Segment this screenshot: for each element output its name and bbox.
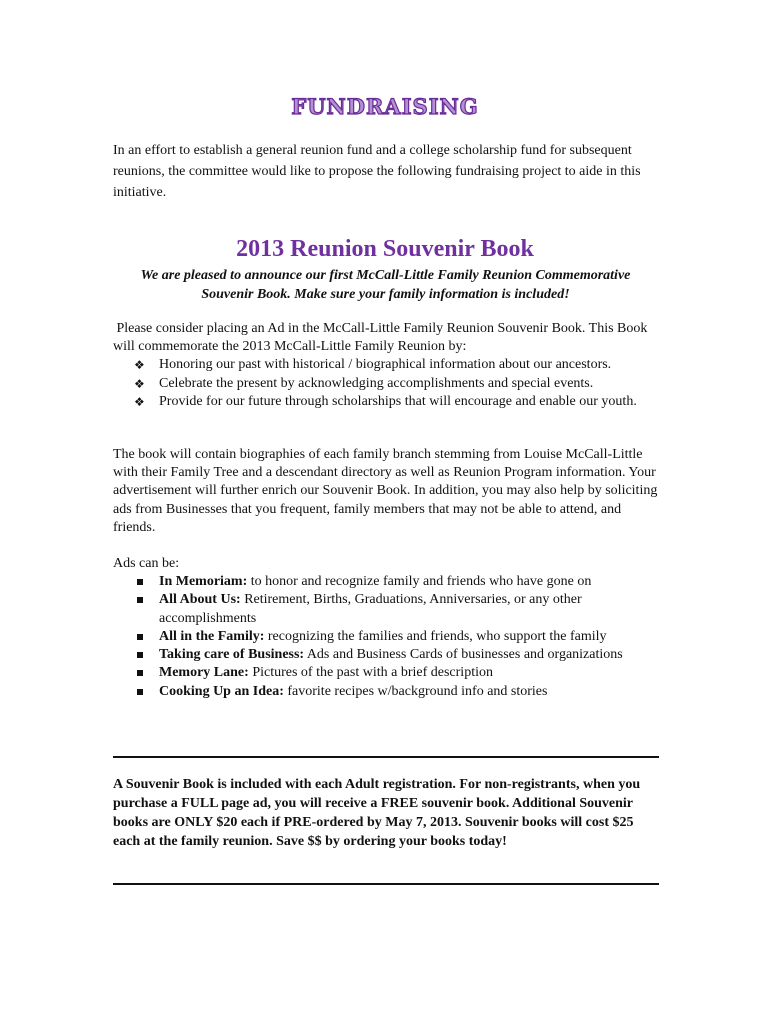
list-item: [113, 628, 661, 646]
ad-type-desc: Pictures of the past with a brief description: [248, 665, 493, 681]
list-item-text: Celebrate the present by acknowledging accomplishments and special events.: [159, 375, 594, 391]
list-item: [113, 683, 661, 701]
consider-paragraph: Please consider placing an Ad in the McCall-Little Family Reunion Souvenir Book. This Book will commemorate the 2013 McCall-Little Family Reunion by:: [113, 321, 651, 354]
list-item-text: Honoring our past with historical / biographical information about our ancestors.: [159, 357, 612, 372]
ad-type-desc: to honor and recognize family and friends who have gone on: [247, 574, 592, 589]
ad-type-desc: favorite recipes w/background info and stories: [283, 683, 548, 699]
book-title: 2013 Reunion Souvenir Book: [236, 236, 534, 262]
book-paragraph: The book will contain biographies of each family branch stemming from Louise McCall-Little with their Family Tree and a descendant directory as well as Reunion Program information. Your advertisement will further enrich our Souvenir Book. In addition, you may also help by soliciting ads from Businesses that you frequent, family members that may not be able to attend, and friends.: [113, 447, 658, 535]
ad-type-term: All in the Family:: [159, 628, 265, 644]
announcement: We are pleased to announce our first McCall-Little Family Reunion Commemorative Souvenir Book. Make sure your family information is included!: [140, 268, 631, 302]
ad-type-desc: Retirement, Births, Graduations, Anniversaries, or any other accomplishments: [159, 592, 582, 626]
list-item: [113, 646, 661, 664]
ad-type-term: Cooking Up an Idea:: [159, 683, 284, 699]
list-item: [113, 591, 661, 628]
square-bullet-icon: [137, 670, 143, 676]
heading-text: FUNDRAISING: [291, 94, 479, 119]
square-bullet-icon: [137, 689, 143, 695]
diamond-bullet-icon: ❖: [134, 395, 145, 409]
list-item-text: Provide for our future through scholarships that will encourage and enable our youth.: [159, 394, 637, 409]
page-heading: [0, 94, 770, 119]
ad-type-desc: Ads and Business Cards of businesses and organizations: [304, 647, 623, 663]
square-bullet-icon: [137, 597, 143, 603]
diamond-bullet-icon: ❖: [134, 358, 145, 372]
list-item: [113, 573, 661, 591]
square-bullet-icon: [137, 579, 143, 585]
ad-type-term: Memory Lane:: [159, 665, 249, 681]
divider-top: [113, 756, 659, 758]
list-item: [113, 393, 661, 412]
ads-label: Ads can be:: [113, 556, 180, 571]
diamond-bullet-icon: ❖: [134, 376, 145, 391]
square-bullet-icon: [137, 634, 143, 640]
ad-type-term: All About Us:: [159, 592, 241, 608]
list-item: [113, 664, 661, 682]
ad-types-list: [113, 573, 661, 701]
divider-bottom: [113, 883, 659, 885]
list-item: [113, 356, 661, 375]
ad-type-term: In Memoriam:: [159, 574, 248, 589]
souvenir-notice: A Souvenir Book is included with each Adult registration. For non-registrants, when you purchase a FULL page ad, you will receive a FREE souvenir book. Additional Souvenir books are ONLY $20 each if PRE-ordered by May 7, 2013. Souvenir books will cost $25 each at the family reunion. Save $$ by ordering your books today!: [113, 777, 641, 849]
commemorate-list: [113, 356, 661, 412]
square-bullet-icon: [137, 652, 143, 658]
ad-type-desc: recognizing the families and friends, who support the family: [264, 628, 607, 644]
intro-paragraph: In an effort to establish a general reunion fund and a college scholarship fund for subsequent reunions, the committee would like to propose the following fundraising project to aide in this initiative.: [113, 143, 641, 200]
list-item: [113, 375, 661, 394]
ad-type-term: Taking care of Business:: [159, 647, 305, 663]
